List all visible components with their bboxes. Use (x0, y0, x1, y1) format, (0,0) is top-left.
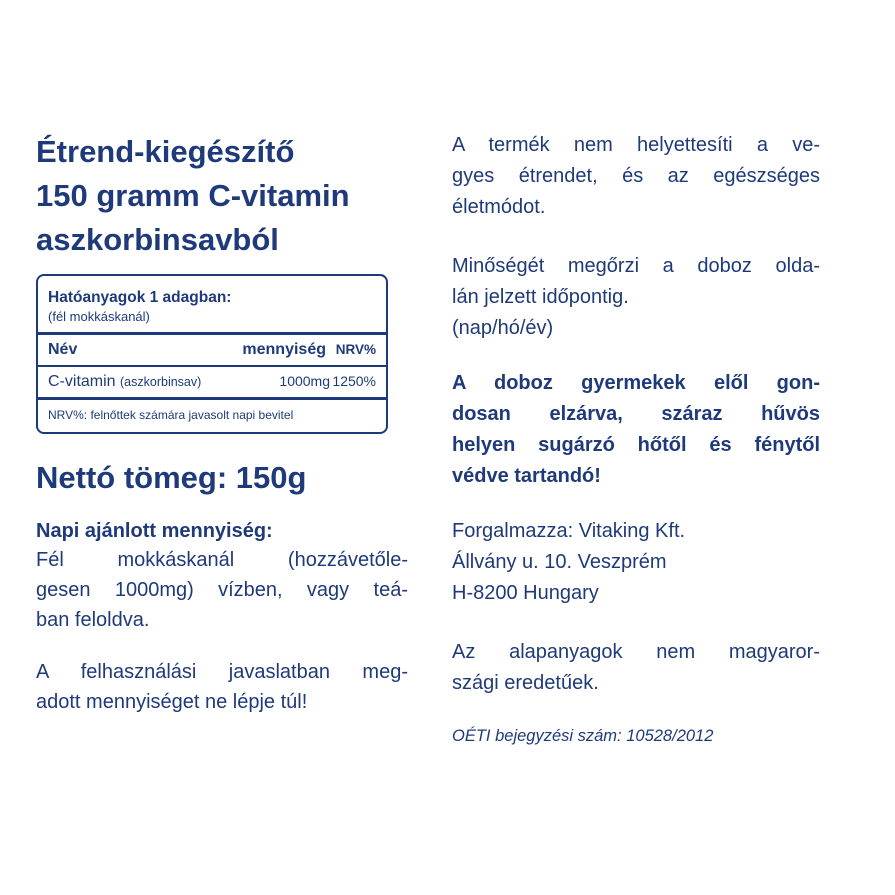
text-line: dosan elzárva, száraz hűvös (452, 403, 820, 425)
text-line: Állvány u. 10. Veszprém (452, 551, 667, 573)
origin-text (452, 637, 820, 699)
table-heading: Hatóanyagok 1 adagban: (48, 289, 232, 306)
dosage-heading: Napi ajánlott mennyiség: (36, 520, 273, 542)
column-nrv: NRV% (335, 342, 376, 357)
text-line: életmódot. (452, 196, 546, 218)
row-name (48, 373, 248, 391)
text-line: Minőségét megőrzi a doboz olda- (452, 255, 820, 277)
text-line: H-8200 Hungary (452, 582, 599, 604)
text-line: Az alapanyagok nem magyaror- (452, 641, 820, 663)
dosage-text (36, 545, 408, 635)
column-name: Név (48, 341, 78, 358)
text-line: helyen sugárzó hőtől és fénytől (452, 434, 820, 456)
text-line: lán jelzett időpontig. (452, 286, 629, 308)
title-line: 150 gramm C-vitamin (36, 178, 350, 213)
text-line: A doboz gyermekek elől gon- (452, 372, 820, 394)
text-line: A felhasználási javaslatban meg- (36, 661, 408, 683)
column-amount: mennyiség (242, 341, 326, 358)
table-header-row (38, 335, 386, 365)
text-line: adott mennyiséget ne lépje túl! (36, 691, 308, 713)
table-subheading: (fél mokkáskanál) (48, 309, 150, 324)
table-footnote: NRV%: felnőttek számára javasolt napi bevitel (48, 408, 294, 422)
text-line: ban feloldva. (36, 609, 150, 631)
left-column (36, 130, 408, 717)
text-line: gyes étrendet, és az egészséges (452, 165, 820, 187)
text-line: védve tartandó! (452, 465, 601, 487)
warning-text (36, 657, 408, 717)
table-row (38, 367, 386, 397)
product-title (36, 130, 408, 262)
row-nrv: 1250% (332, 373, 376, 389)
distributor-info (452, 516, 820, 609)
text-line: gesen 1000mg) vízben, vagy teá- (36, 579, 408, 601)
nutrient-note: (aszkorbinsav) (120, 375, 202, 389)
title-line: Étrend-kiegészítő (36, 134, 295, 169)
row-amount: 1000mg (279, 373, 330, 389)
text-line: A termék nem helyettesíti a ve- (452, 134, 820, 156)
nutrient-name: C-vitamin (48, 373, 116, 390)
storage-warning (452, 368, 820, 492)
text-line: szági eredetűek. (452, 672, 599, 694)
right-column (452, 130, 820, 746)
text-line: Fél mokkáskanál (hozzávetőle- (36, 549, 408, 571)
text-line: Forgalmazza: Vitaking Kft. (452, 520, 686, 542)
title-line: aszkorbinsavból (36, 222, 279, 257)
text-line: (nap/hó/év) (452, 317, 554, 339)
nutrition-table (36, 274, 388, 434)
storage-date-text (452, 251, 820, 344)
registration-number: OÉTI bejegyzési szám: 10528/2012 (452, 727, 714, 745)
substitute-text (452, 130, 820, 223)
net-weight: Nettó tömeg: 150g (36, 460, 307, 495)
